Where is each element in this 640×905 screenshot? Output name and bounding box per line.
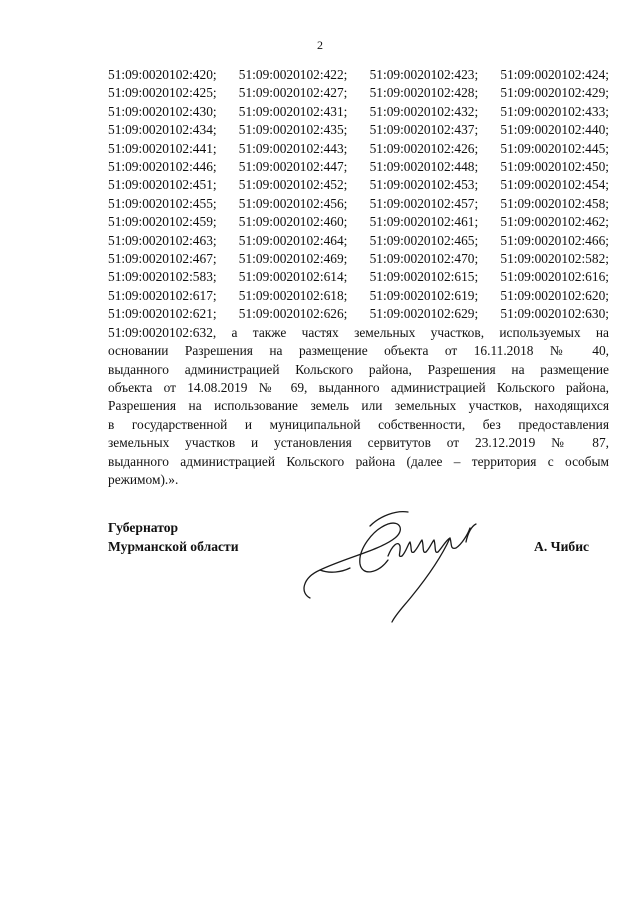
text-line: 51:09:0020102:455; 51:09:0020102:456; 51:09:0020102:457; 51:09:0020102:458; [108,195,609,211]
text-line: режимом).». [108,471,179,487]
text-line: в государственной и муниципальной собственности, без предоставления [108,416,609,432]
text-line: объекта от 14.08.2019 № 69, выданного администрацией Кольского района, [108,379,609,395]
text-line: 51:09:0020102:467; 51:09:0020102:469; 51:09:0020102:470; 51:09:0020102:582; [108,251,609,267]
text-line: 51:09:0020102:621; 51:09:0020102:626; 51:09:0020102:629; 51:09:0020102:630; [108,306,609,322]
signatory-name: А. Чибис [534,539,590,554]
text-line: 51:09:0020102:632, а также частях земельных участков, используемых на [108,324,609,340]
signatory-title-line: Мурманской области [108,539,239,554]
text-line: 51:09:0020102:446; 51:09:0020102:447; 51:09:0020102:448; 51:09:0020102:450; [108,159,609,175]
text-line: 51:09:0020102:430; 51:09:0020102:431; 51:09:0020102:432; 51:09:0020102:433; [108,103,609,119]
text-line: 51:09:0020102:463; 51:09:0020102:464; 51:09:0020102:465; 51:09:0020102:466; [108,232,609,248]
page-number: 2 [317,38,323,52]
text-line: выданного администрацией Кольского района, Разрешения на размещение [108,361,609,377]
text-line: 51:09:0020102:425; 51:09:0020102:427; 51:09:0020102:428; 51:09:0020102:429; [108,85,609,101]
body-text [108,66,609,489]
text-line: Разрешения на использование земель или земельных участков, находящихся [108,398,609,414]
signatory-title [108,518,239,556]
text-line: выданного администрацией Кольского района (далее – территория с особым [108,453,609,469]
text-line: 51:09:0020102:583; 51:09:0020102:614; 51:09:0020102:615; 51:09:0020102:616; [108,269,609,285]
signatory-title-line: Губернатор [108,520,179,535]
handwritten-signature [300,498,500,628]
text-line: земельных участков и установления сервитутов от 23.12.2019 № 87, [108,435,609,451]
text-line: 51:09:0020102:434; 51:09:0020102:435; 51:09:0020102:437; 51:09:0020102:440; [108,122,609,138]
text-line: 51:09:0020102:441; 51:09:0020102:443; 51:09:0020102:426; 51:09:0020102:445; [108,140,609,156]
text-line: 51:09:0020102:617; 51:09:0020102:618; 51:09:0020102:619; 51:09:0020102:620; [108,287,609,303]
text-line: 51:09:0020102:451; 51:09:0020102:452; 51:09:0020102:453; 51:09:0020102:454; [108,177,609,193]
text-line: 51:09:0020102:420; 51:09:0020102:422; 51:09:0020102:423; 51:09:0020102:424; [108,67,609,82]
text-line: основании Разрешения на размещение объекта от 16.11.2018 № 40, [108,343,609,359]
text-line: 51:09:0020102:459; 51:09:0020102:460; 51:09:0020102:461; 51:09:0020102:462; [108,214,609,230]
